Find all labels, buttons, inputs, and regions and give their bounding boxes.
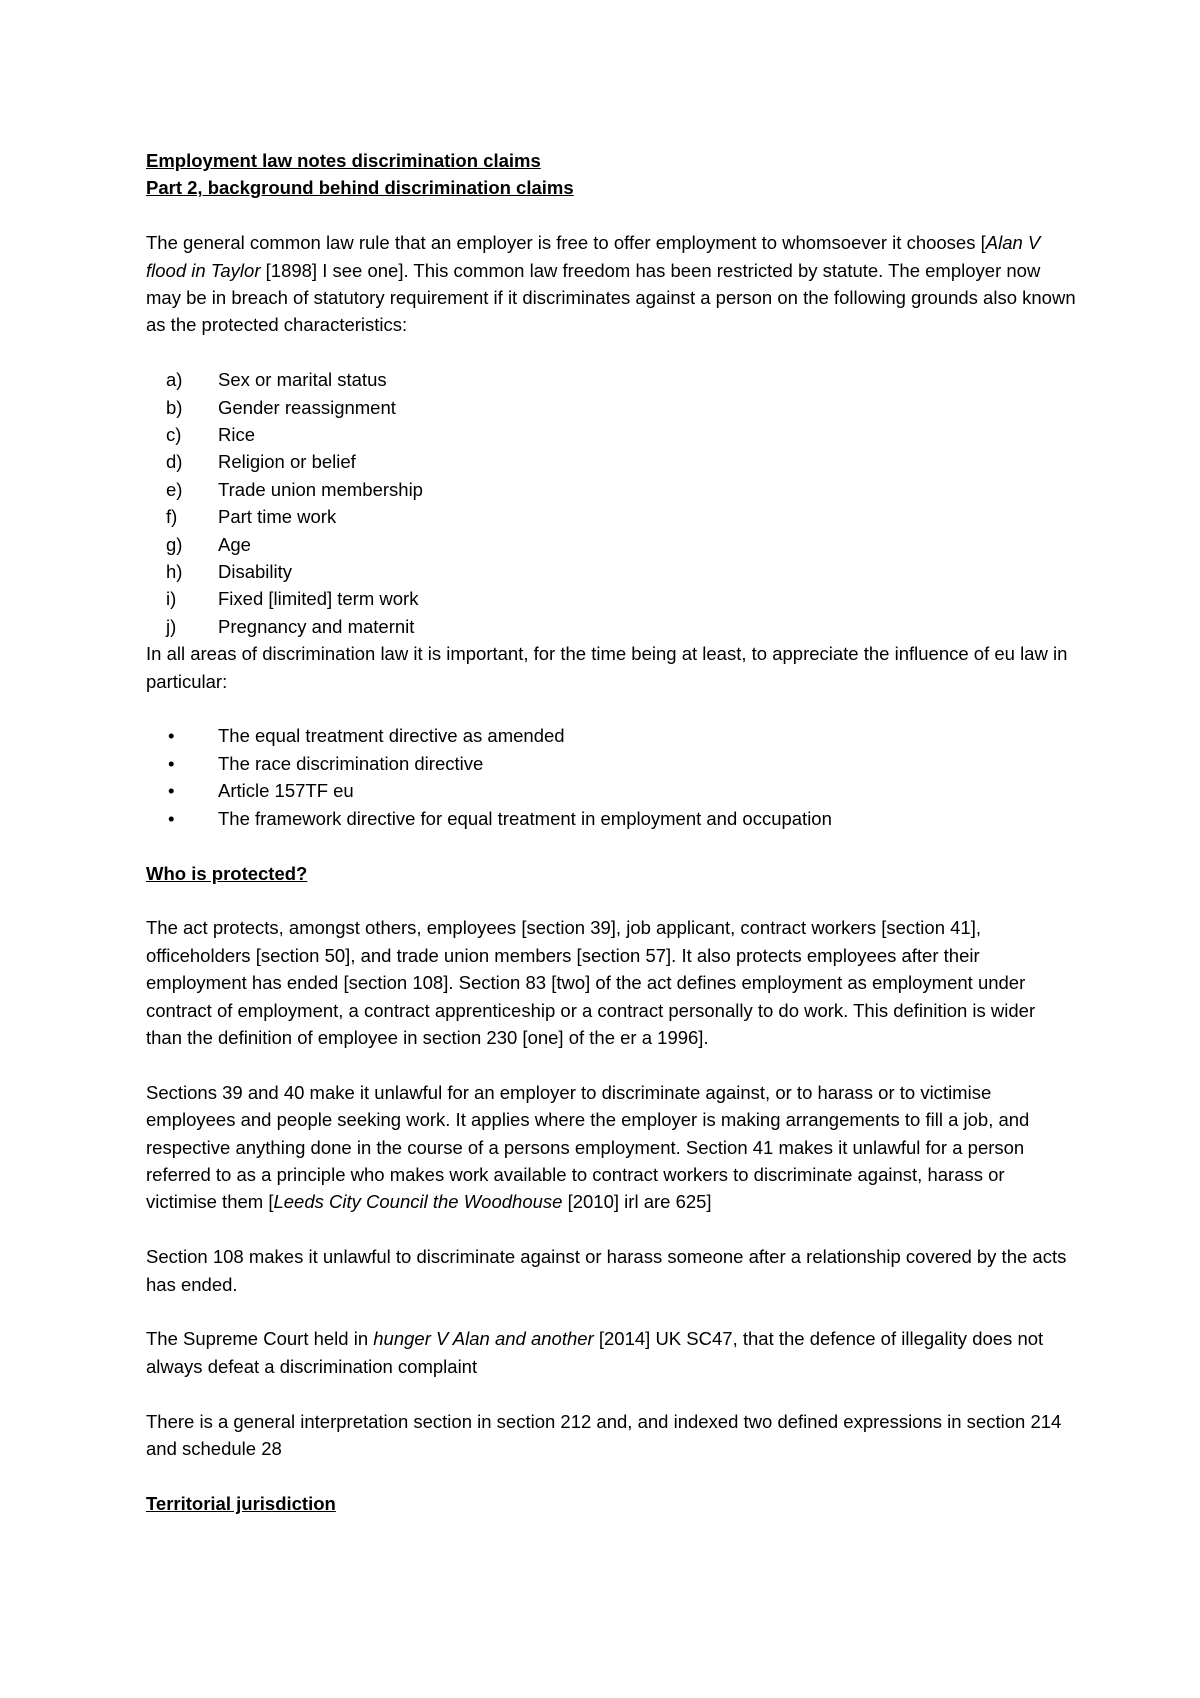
interpretation-paragraph: There is a general interpretation section in section 212 and, and indexed two defined expressions in section 214 and schedule 28 <box>146 1410 1062 1459</box>
list-item: d) Religion or belief <box>166 451 356 473</box>
intro-paragraph: The general common law rule that an employer is free to offer employment to whomsoever it chooses [Alan V flood in Taylor [1898] I see one]. This common law freedom has been restricted by statute. The employer now may be in breach of statutory requirement if it discriminates against a person on the following grounds also known as the protected characteristics: <box>146 232 1076 336</box>
bullet-icon: • <box>168 752 175 774</box>
list-item: e) Trade union membership <box>166 478 423 500</box>
case-citation: Alan V flood in Taylor <box>146 232 1041 281</box>
bullet-icon: • <box>168 725 175 747</box>
section-108-paragraph: Section 108 makes it unlawful to discriminate against or harass someone after a relationship covered by the acts has ended. <box>146 1246 1067 1295</box>
list-item: j) Pregnancy and maternit <box>166 615 415 637</box>
who-paragraph: The act protects, amongst others, employees [section 39], job applicant, contract workers [section 41], officeholders [section 50], and trade union members [section 57]. It also protects employees after their employment has ended [section 108]. Section 83 [two] of the act defines employment as employment under contract of employment, a contract apprenticeship or a contract personally to do work. This definition is wider than the definition of employee in section 230 [one] of the er a 1996]. <box>146 917 1036 1048</box>
list-item: c) Rice <box>166 424 256 446</box>
eu-law-list <box>146 722 1076 832</box>
list-item: • The race discrimination directive <box>146 750 1076 777</box>
document-subtitle: Part 2, background behind discrimination claims <box>146 177 574 199</box>
list-item: i) Fixed [limited] term work <box>166 588 419 610</box>
case-citation: hunger V Alan and another <box>373 1328 594 1350</box>
case-citation: Leeds City Council the Woodhouse <box>273 1191 563 1213</box>
list-item: h) Disability <box>166 561 293 583</box>
bullet-icon: • <box>168 780 175 802</box>
supreme-court-paragraph: The Supreme Court held in hunger V Alan and another [2014] UK SC47, that the defence of illegality does not always defeat a discrimination complaint <box>146 1328 1044 1377</box>
who-is-protected-heading: Who is protected? <box>146 862 308 884</box>
list-item: b) Gender reassignment <box>166 396 396 418</box>
document-page <box>146 147 1076 1517</box>
sections-39-40-paragraph: Sections 39 and 40 make it unlawful for an employer to discriminate against, or to harass or to victimise employees and people seeking work. It applies where the employer is making arrangements to fill a job, and respective anything done in the course of a persons employment. Section 41 makes it unlawful for a person referred to as a principle who makes work available to contract workers to discriminate against, harass or victimise them [Leeds City Council the Woodhouse [2010] irl are 625] <box>146 1081 1030 1213</box>
protected-characteristics-list <box>146 366 1076 640</box>
list-item: a) Sex or marital status <box>166 369 387 391</box>
list-item: g) Age <box>166 533 251 555</box>
territorial-jurisdiction-heading: Territorial jurisdiction <box>146 1492 336 1514</box>
list-item: • Article 157TF eu <box>146 777 1076 804</box>
document-title: Employment law notes discrimination claims <box>146 150 541 171</box>
bullet-icon: • <box>168 807 175 829</box>
list-item: f) Part time work <box>166 506 337 528</box>
list-item: • The framework directive for equal treatment in employment and occupation <box>146 805 1076 832</box>
eu-intro-paragraph: In all areas of discrimination law it is important, for the time being at least, to appreciate the influence of eu law in particular: <box>146 643 1068 692</box>
list-item: • The equal treatment directive as amended <box>146 722 1076 749</box>
